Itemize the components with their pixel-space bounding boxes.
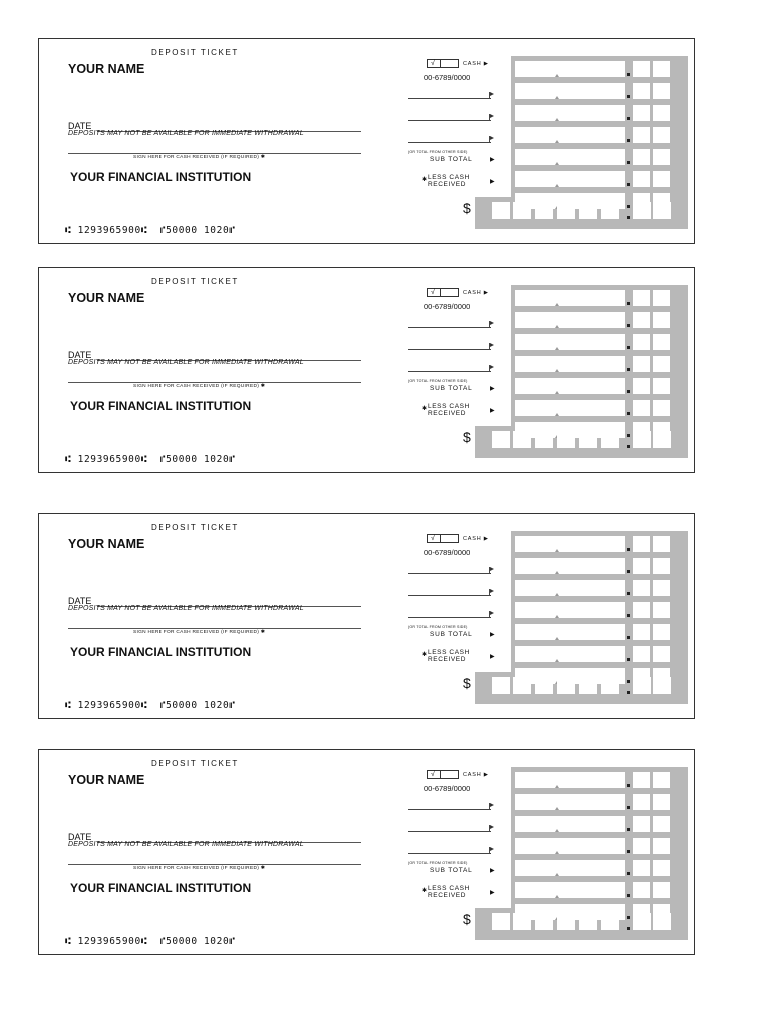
- amount-dollars-box[interactable]: [515, 624, 625, 640]
- amount-dollars-box[interactable]: [515, 860, 625, 876]
- deposit-ticket-4: [38, 749, 695, 955]
- flag-icon: [489, 803, 490, 810]
- total-digit-box[interactable]: [557, 202, 575, 219]
- deposits-notice: DEPOSITS MAY NOT BE AVAILABLE FOR IMMEDIATE WITHDRAWAL: [68, 605, 304, 612]
- total-cents-box[interactable]: [653, 913, 671, 930]
- account-number: 00-6789/0000: [424, 302, 471, 311]
- signature-line: [68, 153, 361, 154]
- amount-cents-box[interactable]: [653, 378, 670, 394]
- amount-cents-box[interactable]: [653, 83, 670, 99]
- dollar-sign: $: [463, 429, 471, 445]
- decimal-point: [627, 828, 630, 831]
- amount-cents-box[interactable]: [653, 127, 670, 143]
- amount-cents-box[interactable]: [653, 624, 670, 640]
- digit-separator: [555, 96, 559, 99]
- amount-cents-box[interactable]: [653, 61, 670, 77]
- check-entry-line: [408, 595, 491, 596]
- other-side-note: (OR TOTAL FROM OTHER SIDE): [408, 379, 468, 383]
- amount-cents-box[interactable]: [633, 61, 650, 77]
- digit-separator: [555, 162, 559, 165]
- amount-cents-box[interactable]: [653, 290, 670, 306]
- digit-separator: [555, 851, 559, 854]
- decimal-point: [627, 117, 630, 120]
- amount-cents-box[interactable]: [633, 602, 650, 618]
- cash-label: CASH ▶: [463, 61, 489, 67]
- total-digit-box[interactable]: [601, 431, 619, 448]
- amount-dollars-box[interactable]: [515, 838, 625, 854]
- amount-dollars-box[interactable]: [515, 816, 625, 832]
- amount-cents-box[interactable]: [653, 334, 670, 350]
- digit-separator: [555, 549, 559, 552]
- check-entry-line: [408, 142, 491, 143]
- digit-separator: [555, 184, 559, 187]
- financial-institution: YOUR FINANCIAL INSTITUTION: [70, 399, 252, 413]
- total-cents-box[interactable]: [653, 431, 671, 448]
- total-cents-box[interactable]: [633, 202, 651, 219]
- amount-cents-box[interactable]: [633, 860, 650, 876]
- total-cents-box[interactable]: [633, 913, 651, 930]
- signature-line: [68, 864, 361, 865]
- amount-cents-box[interactable]: [653, 838, 670, 854]
- amount-cents-box[interactable]: [653, 171, 670, 187]
- decimal-point: [627, 806, 630, 809]
- less-cash-line-2: RECEIVED: [428, 655, 467, 663]
- decimal-point: [627, 592, 630, 595]
- arrow-right-icon: ▶: [490, 157, 495, 163]
- less-cash-line-1: LESS CASH: [428, 885, 470, 892]
- date-label: DATE: [68, 350, 92, 360]
- micr-account: ⑈50000 1020⑈: [159, 225, 236, 236]
- amount-dollars-box[interactable]: [515, 558, 625, 574]
- arrow-right-icon: ▶: [490, 386, 495, 392]
- micr-routing: ⑆ 1293965900⑆: [65, 936, 148, 947]
- total-digit-box[interactable]: [492, 677, 510, 694]
- decimal-point: [627, 412, 630, 415]
- amount-cents-box[interactable]: [653, 105, 670, 121]
- deposits-notice: DEPOSITS MAY NOT BE AVAILABLE FOR IMMEDIATE WITHDRAWAL: [68, 359, 304, 366]
- amount-cents-box[interactable]: [653, 400, 670, 416]
- amount-dollars-box[interactable]: [515, 602, 625, 618]
- amount-dollars-box[interactable]: [515, 290, 625, 306]
- check-entry-line: [408, 573, 491, 574]
- subtotal-label: SUB TOTAL: [430, 867, 473, 874]
- digit-separator: [555, 659, 559, 662]
- decimal-point: [627, 139, 630, 142]
- less-cash-label: [422, 174, 470, 188]
- arrow-right-icon: ▶: [490, 890, 495, 896]
- amount-cents-box[interactable]: [633, 149, 650, 165]
- deposit-ticket-1: [38, 38, 695, 244]
- decimal-point: [627, 95, 630, 98]
- arrow-right-icon: ▶: [490, 408, 495, 414]
- decimal-point: [627, 302, 630, 305]
- micr-account: ⑈50000 1020⑈: [159, 454, 236, 465]
- amount-cents-box[interactable]: [633, 882, 650, 898]
- digit-separator: [555, 391, 559, 394]
- decimal-point: [627, 390, 630, 393]
- financial-institution: YOUR FINANCIAL INSTITUTION: [70, 645, 252, 659]
- total-digit-box[interactable]: [557, 677, 575, 694]
- decimal-point: [627, 324, 630, 327]
- amount-dollars-box[interactable]: [515, 171, 625, 187]
- amount-cents-box[interactable]: [653, 602, 670, 618]
- less-cash-label: [422, 403, 470, 417]
- amount-cents-box[interactable]: [653, 312, 670, 328]
- star-icon: ✱: [422, 177, 428, 183]
- amount-cents-box[interactable]: [633, 290, 650, 306]
- amount-cents-box[interactable]: [633, 580, 650, 596]
- dollar-sign: $: [463, 200, 471, 216]
- amount-cents-box[interactable]: [653, 816, 670, 832]
- amount-cents-box[interactable]: [633, 171, 650, 187]
- amount-dollars-box[interactable]: [515, 536, 625, 552]
- total-digit-box[interactable]: [579, 677, 597, 694]
- amount-cents-box[interactable]: [633, 400, 650, 416]
- decimal-point: [627, 872, 630, 875]
- digit-separator: [555, 637, 559, 640]
- decimal-point: [627, 658, 630, 661]
- decimal-point: [627, 368, 630, 371]
- amount-dollars-box[interactable]: [515, 149, 625, 165]
- deposit-ticket-2: [38, 267, 695, 473]
- digit-separator: [555, 895, 559, 898]
- amount-cents-box[interactable]: [633, 624, 650, 640]
- decimal-point: [627, 570, 630, 573]
- amount-cents-box[interactable]: [633, 838, 650, 854]
- total-cents-box[interactable]: [633, 431, 651, 448]
- arrow-right-icon: ▶: [490, 654, 495, 660]
- amount-cents-box[interactable]: [653, 794, 670, 810]
- account-holder-name: YOUR NAME: [68, 62, 145, 76]
- total-digit-box[interactable]: [492, 202, 510, 219]
- subtotal-label: SUB TOTAL: [430, 156, 473, 163]
- check-entry-line: [408, 809, 491, 810]
- account-number: 00-6789/0000: [424, 73, 471, 82]
- sign-label: SIGN HERE FOR CASH RECEIVED (IF REQUIRED) ✱: [133, 155, 266, 160]
- cash-checkbox: √: [427, 288, 459, 297]
- star-icon: ✱: [422, 652, 428, 658]
- amount-dollars-box[interactable]: [515, 882, 625, 898]
- total-digit-box[interactable]: [492, 913, 510, 930]
- decimal-point: [627, 894, 630, 897]
- deposits-notice: DEPOSITS MAY NOT BE AVAILABLE FOR IMMEDIATE WITHDRAWAL: [68, 841, 304, 848]
- check-entry-line: [408, 371, 491, 372]
- other-side-note: (OR TOTAL FROM OTHER SIDE): [408, 861, 468, 865]
- star-icon: ✱: [422, 406, 428, 412]
- check-entry-line: [408, 831, 491, 832]
- decimal-point: [627, 927, 630, 930]
- financial-institution: YOUR FINANCIAL INSTITUTION: [70, 170, 252, 184]
- total-digit-box[interactable]: [601, 677, 619, 694]
- amount-cents-box[interactable]: [633, 356, 650, 372]
- less-cash-line-2: RECEIVED: [428, 891, 467, 899]
- account-holder-name: YOUR NAME: [68, 537, 145, 551]
- check-entry-line: [408, 98, 491, 99]
- total-digit-box[interactable]: [535, 431, 553, 448]
- check-entry-line: [408, 853, 491, 854]
- total-digit-box[interactable]: [579, 202, 597, 219]
- cash-checkbox: √: [427, 534, 459, 543]
- decimal-point: [627, 161, 630, 164]
- digit-separator: [555, 873, 559, 876]
- signature-line: [68, 382, 361, 383]
- decimal-point: [627, 850, 630, 853]
- flag-icon: [489, 611, 490, 618]
- total-cents-box[interactable]: [633, 677, 651, 694]
- flag-icon: [489, 567, 490, 574]
- amount-cents-box[interactable]: [633, 558, 650, 574]
- amount-cents-box[interactable]: [633, 83, 650, 99]
- amount-cents-box[interactable]: [633, 127, 650, 143]
- check-entry-line: [408, 327, 491, 328]
- total-digit-box[interactable]: [513, 677, 531, 694]
- less-cash-label: [422, 885, 470, 899]
- total-digit-box[interactable]: [513, 202, 531, 219]
- less-cash-line-2: RECEIVED: [428, 180, 467, 188]
- decimal-point: [627, 691, 630, 694]
- deposits-notice: DEPOSITS MAY NOT BE AVAILABLE FOR IMMEDIATE WITHDRAWAL: [68, 130, 304, 137]
- amount-cents-box[interactable]: [633, 816, 650, 832]
- amount-dollars-box[interactable]: [515, 772, 625, 788]
- sign-label: SIGN HERE FOR CASH RECEIVED (IF REQUIRED) ✱: [133, 384, 266, 389]
- amount-dollars-box[interactable]: [515, 580, 625, 596]
- amount-dollars-box[interactable]: [515, 105, 625, 121]
- flag-icon: [489, 825, 490, 832]
- other-side-note: (OR TOTAL FROM OTHER SIDE): [408, 625, 468, 629]
- digit-separator: [555, 369, 559, 372]
- amount-cents-box[interactable]: [633, 772, 650, 788]
- amount-cents-box[interactable]: [653, 558, 670, 574]
- amount-cents-box[interactable]: [633, 105, 650, 121]
- amount-dollars-box[interactable]: [515, 334, 625, 350]
- date-label: DATE: [68, 832, 92, 842]
- micr-routing: ⑆ 1293965900⑆: [65, 225, 148, 236]
- ticket-title: DEPOSIT TICKET: [151, 523, 239, 532]
- decimal-point: [627, 636, 630, 639]
- flag-icon: [489, 589, 490, 596]
- ticket-title: DEPOSIT TICKET: [151, 759, 239, 768]
- decimal-point: [627, 183, 630, 186]
- flag-icon: [489, 321, 490, 328]
- flag-icon: [489, 847, 490, 854]
- micr-line: [65, 454, 236, 465]
- star-icon: ✱: [422, 888, 428, 894]
- total-digit-box[interactable]: [535, 202, 553, 219]
- arrow-right-icon: ▶: [490, 868, 495, 874]
- total-digit-box[interactable]: [601, 913, 619, 930]
- total-digit-box[interactable]: [579, 913, 597, 930]
- amount-cents-box[interactable]: [653, 646, 670, 662]
- amount-dollars-box[interactable]: [515, 127, 625, 143]
- subtotal-label: SUB TOTAL: [430, 631, 473, 638]
- less-cash-label: [422, 649, 470, 663]
- sign-label: SIGN HERE FOR CASH RECEIVED (IF REQUIRED) ✱: [133, 630, 266, 635]
- dollar-sign: $: [463, 911, 471, 927]
- micr-routing: ⑆ 1293965900⑆: [65, 700, 148, 711]
- digit-separator: [555, 118, 559, 121]
- total-digit-box[interactable]: [535, 913, 553, 930]
- date-label: DATE: [68, 596, 92, 606]
- micr-line: [65, 225, 236, 236]
- decimal-point: [627, 614, 630, 617]
- less-cash-line-2: RECEIVED: [428, 409, 467, 417]
- amount-dollars-box[interactable]: [515, 356, 625, 372]
- total-digit-box[interactable]: [601, 202, 619, 219]
- amount-cents-box[interactable]: [633, 646, 650, 662]
- total-digit-box[interactable]: [557, 431, 575, 448]
- arrow-right-icon: ▶: [490, 179, 495, 185]
- deposit-ticket-3: [38, 513, 695, 719]
- total-digit-box[interactable]: [535, 677, 553, 694]
- ticket-title: DEPOSIT TICKET: [151, 277, 239, 286]
- cash-label: CASH ▶: [463, 290, 489, 296]
- amount-cents-box[interactable]: [633, 334, 650, 350]
- sign-label: SIGN HERE FOR CASH RECEIVED (IF REQUIRED) ✱: [133, 866, 266, 871]
- cash-label: CASH ▶: [463, 536, 489, 542]
- decimal-point: [627, 784, 630, 787]
- check-entry-line: [408, 120, 491, 121]
- amount-dollars-box[interactable]: [515, 83, 625, 99]
- flag-icon: [489, 136, 490, 143]
- cash-label: CASH ▶: [463, 772, 489, 778]
- signature-line: [68, 628, 361, 629]
- decimal-point: [627, 548, 630, 551]
- digit-separator: [555, 571, 559, 574]
- amount-cents-box[interactable]: [653, 536, 670, 552]
- digit-separator: [555, 303, 559, 306]
- amount-dollars-box[interactable]: [515, 400, 625, 416]
- subtotal-label: SUB TOTAL: [430, 385, 473, 392]
- amount-cents-box[interactable]: [633, 312, 650, 328]
- decimal-point: [627, 346, 630, 349]
- decimal-point: [627, 73, 630, 76]
- digit-separator: [555, 593, 559, 596]
- digit-separator: [555, 413, 559, 416]
- amount-dollars-box[interactable]: [515, 312, 625, 328]
- check-entry-line: [408, 349, 491, 350]
- amount-cents-box[interactable]: [633, 536, 650, 552]
- total-digit-box[interactable]: [513, 913, 531, 930]
- flag-icon: [489, 114, 490, 121]
- flag-icon: [489, 343, 490, 350]
- decimal-point: [627, 445, 630, 448]
- less-cash-line-1: LESS CASH: [428, 649, 470, 656]
- digit-separator: [555, 785, 559, 788]
- arrow-right-icon: ▶: [490, 632, 495, 638]
- digit-separator: [555, 74, 559, 77]
- micr-line: [65, 700, 236, 711]
- amount-cents-box[interactable]: [653, 580, 670, 596]
- micr-routing: ⑆ 1293965900⑆: [65, 454, 148, 465]
- other-side-note: (OR TOTAL FROM OTHER SIDE): [408, 150, 468, 154]
- decimal-point: [627, 205, 630, 208]
- amount-cents-box[interactable]: [653, 356, 670, 372]
- digit-separator: [555, 807, 559, 810]
- amount-cents-box[interactable]: [633, 794, 650, 810]
- total-cents-box[interactable]: [653, 202, 671, 219]
- flag-icon: [489, 92, 490, 99]
- amount-dollars-box[interactable]: [515, 61, 625, 77]
- account-number: 00-6789/0000: [424, 548, 471, 557]
- amount-cents-box[interactable]: [633, 378, 650, 394]
- decimal-point: [627, 916, 630, 919]
- amount-cents-box[interactable]: [653, 860, 670, 876]
- digit-separator: [555, 325, 559, 328]
- amount-cents-box[interactable]: [653, 149, 670, 165]
- less-cash-line-1: LESS CASH: [428, 403, 470, 410]
- total-digit-box[interactable]: [579, 431, 597, 448]
- less-cash-line-1: LESS CASH: [428, 174, 470, 181]
- ticket-title: DEPOSIT TICKET: [151, 48, 239, 57]
- amount-dollars-box[interactable]: [515, 378, 625, 394]
- financial-institution: YOUR FINANCIAL INSTITUTION: [70, 881, 252, 895]
- account-holder-name: YOUR NAME: [68, 773, 145, 787]
- amount-cents-box[interactable]: [653, 772, 670, 788]
- total-digit-box[interactable]: [513, 431, 531, 448]
- cash-checkbox: √: [427, 770, 459, 779]
- amount-cents-box[interactable]: [653, 882, 670, 898]
- total-digit-box[interactable]: [492, 431, 510, 448]
- amount-dollars-box[interactable]: [515, 794, 625, 810]
- total-digit-box[interactable]: [557, 913, 575, 930]
- digit-separator: [555, 347, 559, 350]
- account-holder-name: YOUR NAME: [68, 291, 145, 305]
- dollar-sign: $: [463, 675, 471, 691]
- decimal-point: [627, 680, 630, 683]
- micr-account: ⑈50000 1020⑈: [159, 700, 236, 711]
- digit-separator: [555, 140, 559, 143]
- check-entry-line: [408, 617, 491, 618]
- micr-account: ⑈50000 1020⑈: [159, 936, 236, 947]
- total-cents-box[interactable]: [653, 677, 671, 694]
- cash-checkbox: √: [427, 59, 459, 68]
- digit-separator: [555, 829, 559, 832]
- amount-dollars-box[interactable]: [515, 646, 625, 662]
- decimal-point: [627, 434, 630, 437]
- micr-line: [65, 936, 236, 947]
- flag-icon: [489, 365, 490, 372]
- digit-separator: [555, 615, 559, 618]
- decimal-point: [627, 216, 630, 219]
- date-label: DATE: [68, 121, 92, 131]
- account-number: 00-6789/0000: [424, 784, 471, 793]
